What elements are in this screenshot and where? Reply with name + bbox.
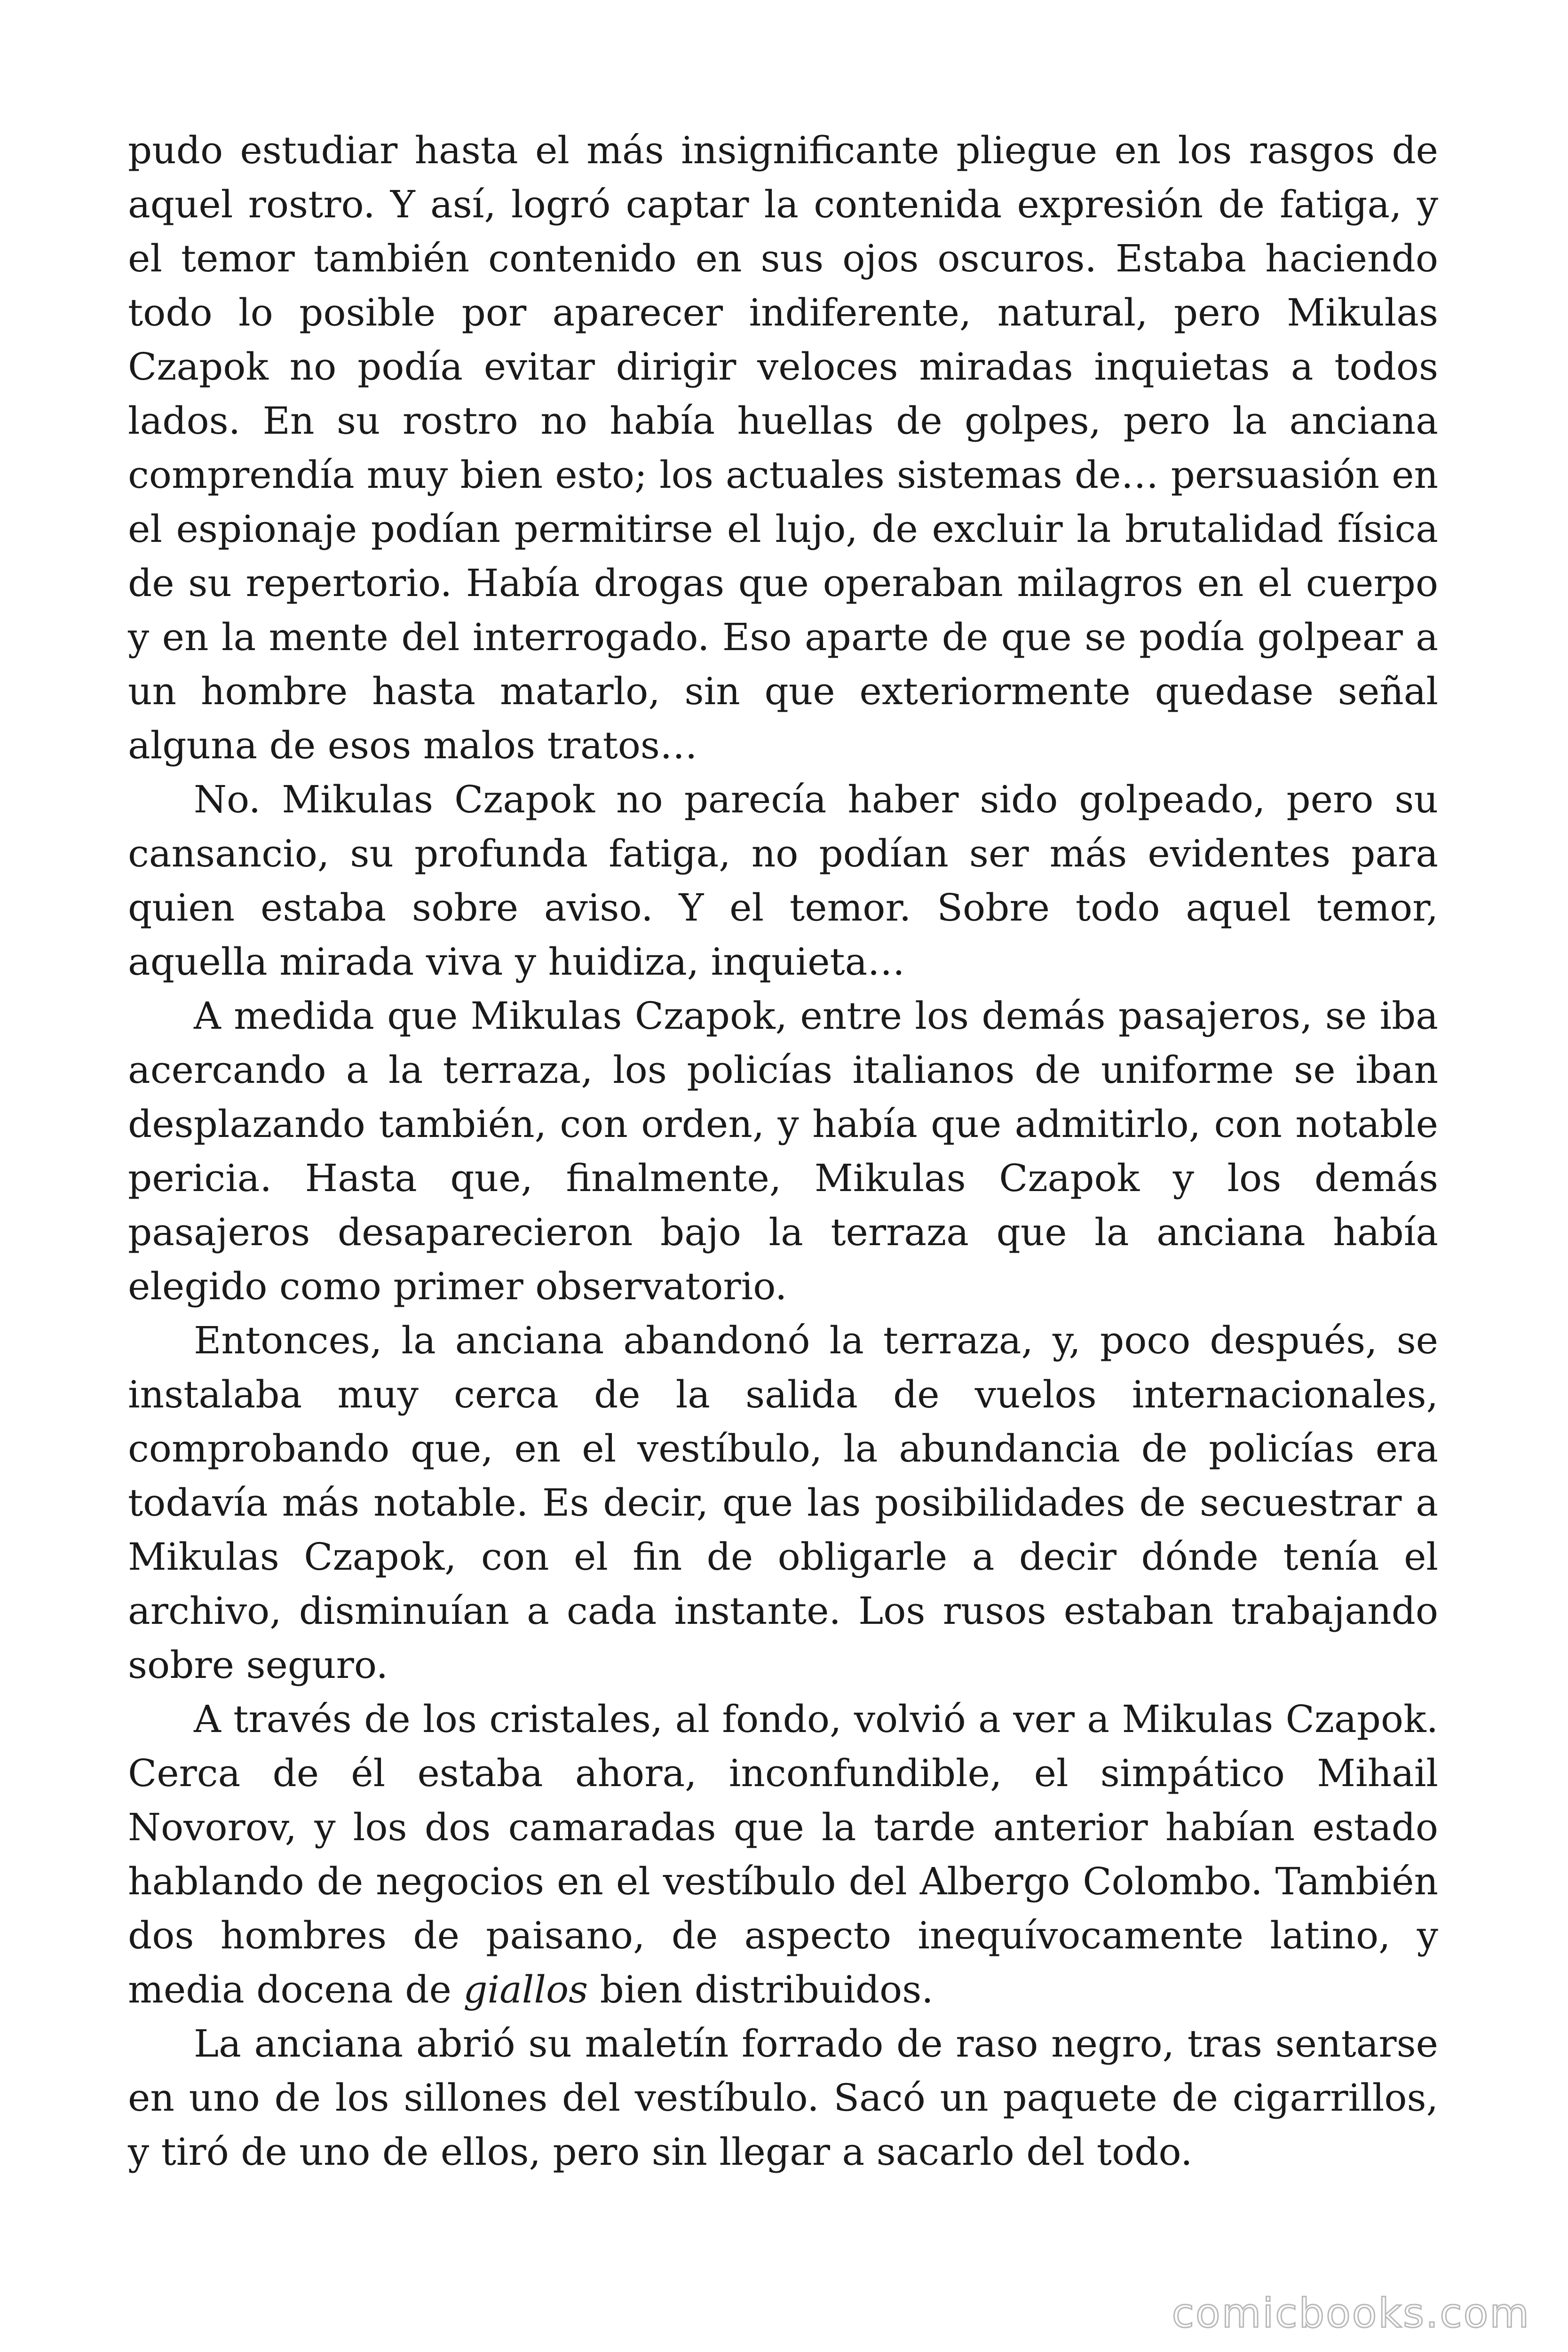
paragraph-5 (128, 1692, 1438, 2017)
paragraph-2-text: No. Mikulas Czapok no parecía haber sido golpeado, pero su cansancio, su profunda fatiga, no podían ser más evidentes para quien estaba sobre aviso. Y el temor. Sobre todo aquel temor, aquella mirada viva y huidiza, inquieta… (128, 778, 1438, 984)
paragraph-5-italic-word: giallos (463, 1968, 588, 2011)
body-text (128, 123, 1438, 2179)
paragraph-6 (128, 2017, 1438, 2179)
paragraph-4-text: Entonces, la anciana abandonó la terraza, y, poco después, se instalaba muy cerca de la salida de vuelos internacionales, comprobando que, en el vestíbulo, la abundancia de policías era todavía más notable. Es decir, que las posibilidades de secuestrar a Mikulas Czapok, con el fin de obligarle a decir dónde tenía el archivo, disminuían a cada instante. Los rusos estaban trabajando sobre seguro. (128, 1319, 1438, 1687)
paragraph-2 (128, 772, 1438, 989)
paragraph-3 (128, 989, 1438, 1313)
paragraph-3-text: A medida que Mikulas Czapok, entre los demás pasajeros, se iba acercando a la terraza, los policías italianos de uniforme se iban desplazando también, con orden, y había que admitirlo, con notable pericia. Hasta que, finalmente, Mikulas Czapok y los demás pasajeros desaparecieron bajo la terraza que la anciana había elegido como primer observatorio. (128, 994, 1438, 1308)
paragraph-5-text-start: A través de los cristales, al fondo, volvió a ver a Mikulas Czapok. Cerca de él estaba ahora, inconfundible, el simpático Mihail Novorov, y los dos camaradas que la tarde anterior habían estado hablando de negocios en el vestíbulo del Albergo Colombo. También dos hombres de paisano, de aspecto inequívocamente latino, y media docena de (128, 1697, 1438, 2011)
watermark-logo: comicbooks.com (1172, 2290, 1530, 2337)
paragraph-6-text: La anciana abrió su maletín forrado de raso negro, tras sentarse en uno de los sillones del vestíbulo. Sacó un paquete de cigarrillos, y tiró de uno de ellos, pero sin llegar a sacarlo del todo. (128, 2022, 1438, 2174)
paragraph-1 (128, 123, 1438, 772)
paragraph-1-text: pudo estudiar hasta el más insignificante pliegue en los rasgos de aquel rostro. Y así, logró captar la contenida expresión de fatiga, y el temor también contenido en sus ojos oscuros. Estaba haciendo todo lo posible por aparecer indiferente, natural, pero Mikulas Czapok no podía evitar dirigir veloces miradas inquietas a todos lados. En su rostro no había huellas de golpes, pero la anciana comprendía muy bien esto; los actuales sistemas de… persuasión en el espionaje podían permitirse el lujo, de excluir la brutalidad física de su repertorio. Había drogas que operaban milagros en el cuerpo y en la mente del interrogado. Eso aparte de que se podía golpear a un hombre hasta matarlo, sin que exteriormente quedase señal alguna de esos malos tratos… (128, 128, 1438, 767)
paragraph-5-text-end: bien distribuidos. (588, 1968, 934, 2011)
paragraph-4 (128, 1313, 1438, 1692)
